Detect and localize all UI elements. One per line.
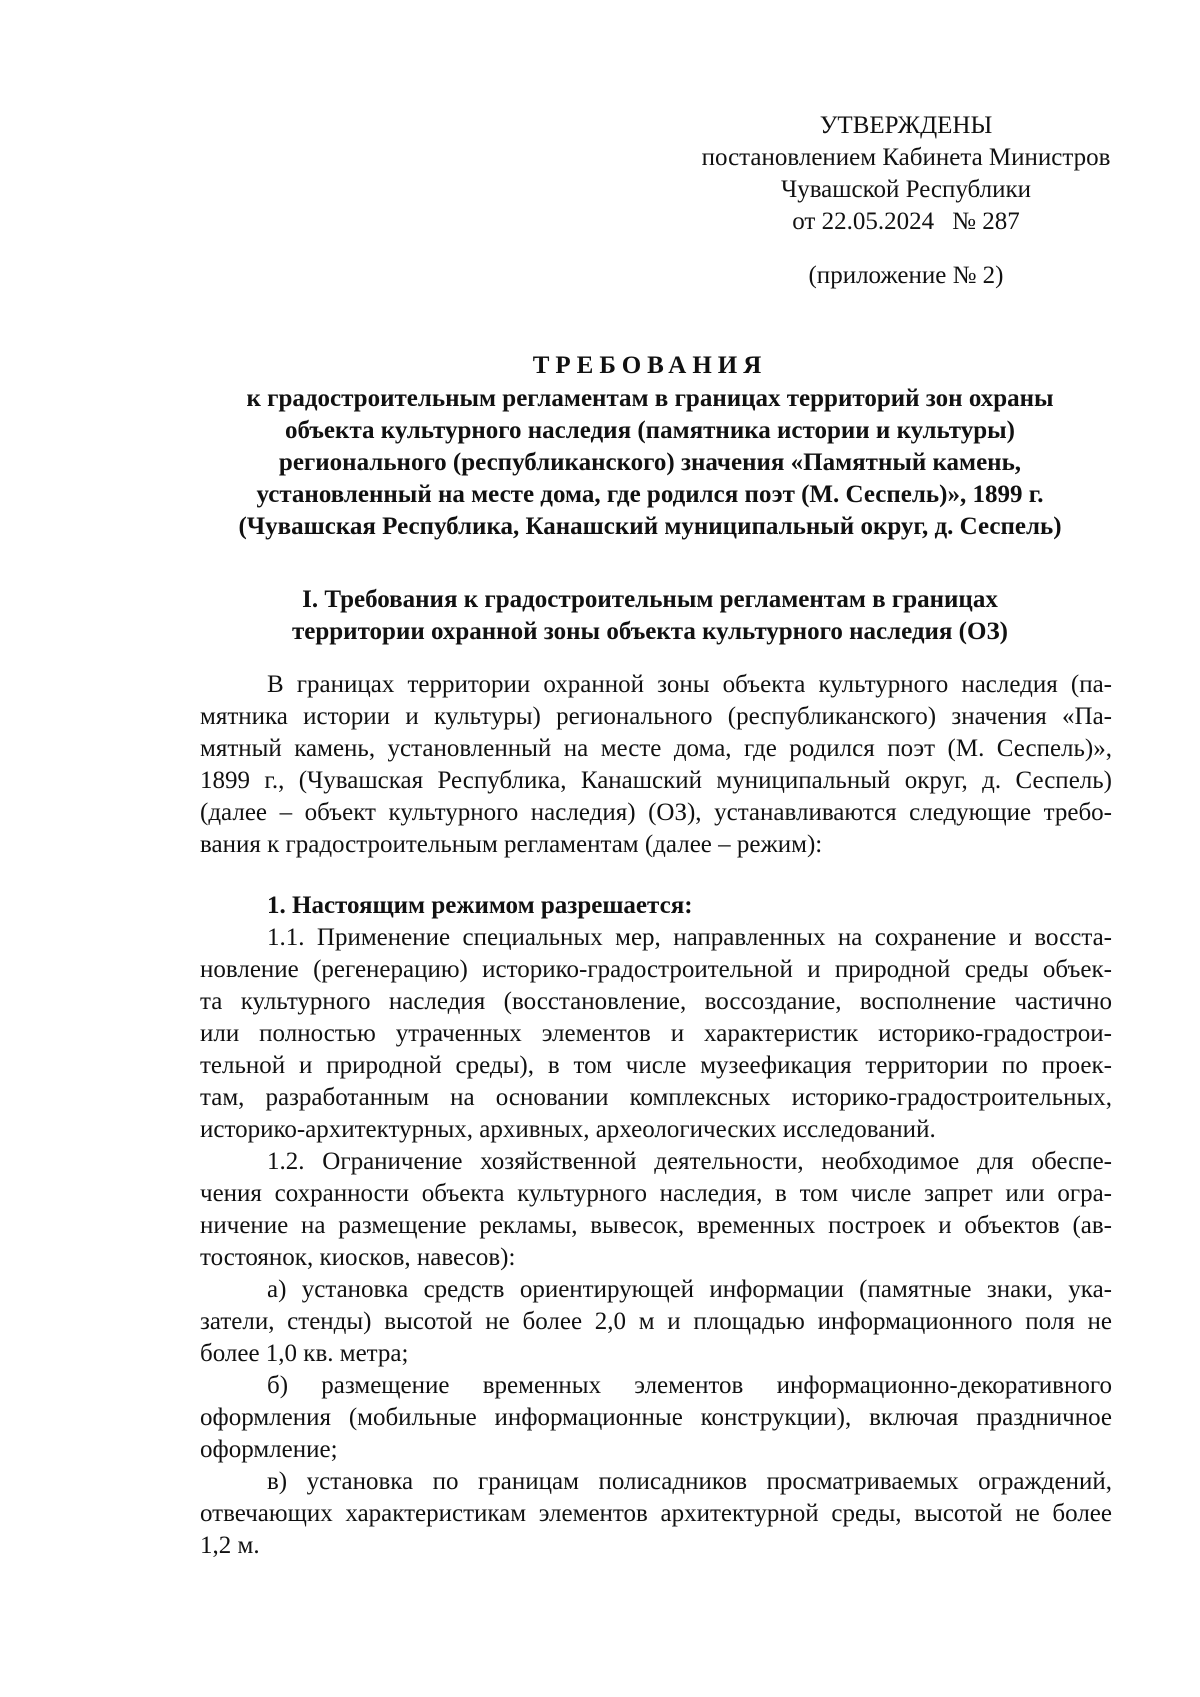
approval-date-number <box>686 206 1126 238</box>
item-1-2 <box>200 1146 1112 1274</box>
title-subtitle-line: к градостроительным регламентам в границах территорий зон охраны <box>246 385 1054 412</box>
title-subtitle-line: (Чувашская Республика, Канашский муниципальный округ, д. Сеспель) <box>238 513 1062 540</box>
text-line: В границах территории охранной зоны объекта культурного наследия (па- <box>267 671 1112 698</box>
text-line: оформления (мобильные информационные конструкции), включая праздничное <box>200 1404 1112 1431</box>
text-line: ничение на размещение рекламы, вывесок, временных построек и объектов (ав- <box>200 1212 1112 1239</box>
section-heading-line: территории охранной зоны объекта культурного наследия (ОЗ) <box>292 618 1008 645</box>
approval-number: № 287 <box>952 208 1020 235</box>
text-line: вания к градостроительным регламентам (далее – режим): <box>200 831 823 858</box>
text-line: там, разработанным на основании комплексных историко-градостроительных, <box>200 1084 1112 1111</box>
appendix-label: (приложение № 2) <box>808 262 1004 289</box>
section-heading-line: I. Требования к градостроительным регламентам в границах <box>302 586 998 613</box>
item-1-heading: 1. Настоящим режимом разрешается: <box>267 892 693 919</box>
item-v <box>200 1466 1112 1562</box>
title-subtitle-line: регионального (республиканского) значения «Памятный камень, <box>278 449 1022 476</box>
text-line: новление (регенерацию) историко-градостроительной и природной среды объек- <box>200 956 1112 983</box>
item-a <box>200 1274 1112 1370</box>
text-line: а) установка средств ориентирующей информации (памятные знаки, ука- <box>267 1276 1112 1303</box>
text-line: историко-архитектурных, архивных, археологических исследований. <box>200 1116 936 1143</box>
text-line: 1899 г., (Чувашская Республика, Канашский муниципальный округ, д. Сеспель) <box>200 767 1112 794</box>
text-line: мятника истории и культуры) регионального (республиканского) значения «Па- <box>200 703 1112 730</box>
text-line: 1.1. Применение специальных мер, направленных на сохранение и восста- <box>267 924 1112 951</box>
item-1 <box>200 890 1112 922</box>
section-heading <box>200 584 1100 648</box>
text-line: или полностью утраченных элементов и характеристик историко-градострои- <box>200 1020 1112 1047</box>
text-line: та культурного наследия (восстановление, воссоздание, восполнение частично <box>200 988 1112 1015</box>
item-1-1 <box>200 922 1112 1146</box>
document-title <box>200 350 1100 543</box>
text-line: отвечающих характеристикам элементов архитектурной среды, высотой не более <box>200 1500 1112 1527</box>
text-line: (далее – объект культурного наследия) (ОЗ), устанавливаются следующие требо- <box>200 799 1112 826</box>
text-line: затели, стенды) высотой не более 2,0 м и площадью информационного поля не <box>200 1308 1112 1335</box>
item-b <box>200 1370 1112 1466</box>
text-line: тостоянок, киосков, навесов): <box>200 1244 516 1271</box>
section-body <box>200 669 1112 1562</box>
approval-date: от 22.05.2024 <box>792 208 935 235</box>
text-line: б) размещение временных элементов информационно-декоративного <box>267 1372 1112 1399</box>
text-line: 1,2 м. <box>200 1532 260 1559</box>
text-line: более 1,0 кв. метра; <box>200 1340 409 1367</box>
approval-republic: Чувашской Республики <box>780 176 1032 203</box>
title-subtitle-line: установленный на месте дома, где родился поэт (М. Сеспель)», 1899 г. <box>256 481 1044 508</box>
text-line: мятный камень, установленный на месте дома, где родился поэт (М. Сеспель)», <box>200 735 1112 762</box>
title-heading: ТРЕБОВАНИЯ <box>532 352 768 379</box>
text-line: чения сохранности объекта культурного наследия, в том числе запрет или огра- <box>200 1180 1112 1207</box>
text-line: тельной и природной среды), в том числе музеефикация территории по проек- <box>200 1052 1112 1079</box>
intro-paragraph <box>200 669 1112 861</box>
text-line: в) установка по границам полисадников просматриваемых ограждений, <box>267 1468 1112 1495</box>
title-subtitle-line: объекта культурного наследия (памятника истории и культуры) <box>284 417 1015 444</box>
text-line: 1.2. Ограничение хозяйственной деятельности, необходимое для обеспе- <box>267 1148 1112 1175</box>
approval-authority: постановлением Кабинета Министров <box>701 144 1111 171</box>
approval-stamp <box>686 110 1126 292</box>
approval-heading: УТВЕРЖДЕНЫ <box>819 112 993 139</box>
text-line: оформление; <box>200 1436 338 1463</box>
